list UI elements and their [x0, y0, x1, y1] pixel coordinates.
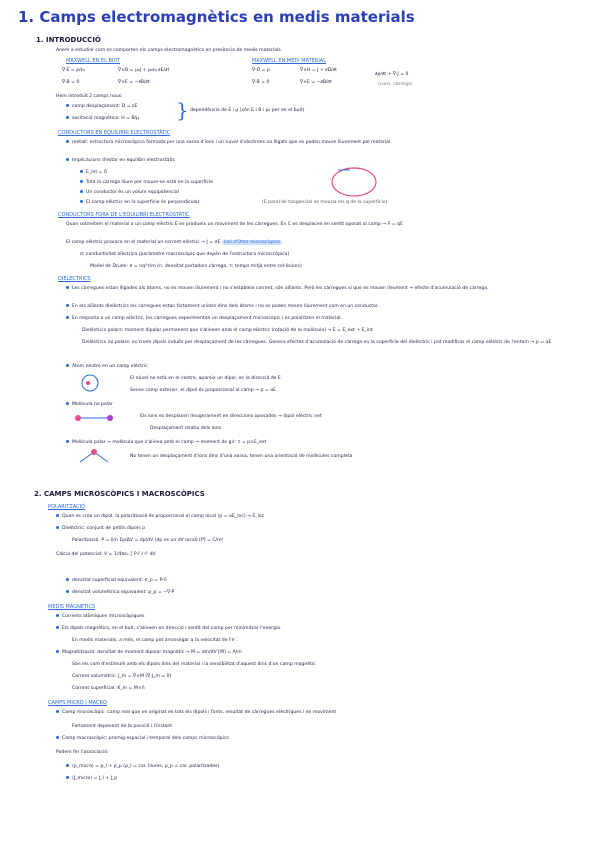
bullet-icon — [66, 402, 69, 405]
bullet-icon — [80, 180, 83, 183]
bullet-icon — [56, 710, 59, 713]
dielec-item: Dielèctrics polars: moment dipolar permanent que s'alineen amb el camp elèctric (rotació de la molècula) → E = E_ext + E_int — [82, 328, 373, 333]
bullet-icon — [56, 626, 59, 629]
mag-heading: MEDIS MAGNÈTICS — [48, 604, 96, 610]
field-item: excitació magnètica: H = B/μ — [66, 116, 139, 122]
bullet-icon — [66, 590, 69, 593]
brace-icon: } — [176, 98, 189, 122]
eq-right-3: ∇·B = 0 — [252, 80, 270, 85]
fields-note: dependència de E i μ (són E i B i μ₀ per en el buit) — [190, 108, 305, 113]
polar-item: Polarització: P = lim Σp/ΔV = dp/dV (dp es un dV local) [P] = C/m² — [72, 538, 224, 543]
ion-right — [107, 415, 113, 421]
nonpolar-molecule-diagram — [70, 410, 130, 426]
intro-heading: 1. INTRODUCCIÓ — [36, 36, 101, 44]
polar-item: densitat superficial equivalent: σ_p = P·n̂ — [66, 578, 167, 584]
bullet-icon — [66, 316, 69, 319]
bullet-icon — [66, 440, 69, 443]
ion-left — [75, 415, 81, 421]
atom-item: Els ions es desplacen lleugerament en direccions oposades → dipol elèctric net — [140, 414, 322, 419]
ohm-text: El camp elèctric provoca en el material un corrent elèctric → J = σE Llei d'Ohm microscòpica — [66, 240, 280, 245]
cond-item: El camp elèctric en la superfície és perpendicular — [80, 200, 199, 206]
bullet-icon — [66, 364, 69, 367]
bullet-icon — [56, 526, 59, 529]
ohm-detail: σ: conductivitat elèctrica (paràmetre macroscòpic que depèn de l'estructura microscòpica) — [80, 252, 290, 257]
bullet-icon — [80, 170, 83, 173]
dielec-item: Dielèctrics no polars: es creen dipols induïts per desplaçament de les càrregues. Genera efectes d'acumulació de càrrega en la superfície del dielèctric i pot modificar el camp elèctric de l'entorn → p = αE — [82, 340, 552, 345]
cond-item: Tota la càrrega lliure per moure-se està en la superfície — [80, 180, 213, 186]
bullet-icon — [66, 776, 69, 779]
mag-item: Magnetització: densitat de moment dipolar magnètic → M = dm/dV [M] = A/m — [56, 650, 242, 656]
dielec-item: En els aïllants dielèctrics les càrregues estan fortament unides dins dels àtoms i no es poden moure lliurement com en un conductor. — [66, 304, 546, 310]
micro-item: Fortament depenent de la posició i l'instant — [72, 724, 173, 729]
eq-continuity: ∂ρ/∂t + ∇·J = 0 — [375, 72, 409, 77]
bullet-icon — [66, 104, 69, 107]
mag-item: Corrent superficial: K_m = M×n̂ — [72, 686, 145, 691]
micro-item: ⟨ρ_micro⟩ = ρ_l + ρ_p (ρ_l = car. lliures, ρ_p = car. polaritzades) — [66, 764, 219, 770]
col-right-heading: MAXWELL EN MEDI MATERIAL — [252, 58, 327, 64]
mag-item: En medis materials, a més, el camp pot arrossegar a la velocitat de l'e⁻. — [72, 638, 239, 643]
dielec-item: Les càrregues estan lligades als àtoms, no es mouen lliurement i no s'estableix corrent, són aïllants. Però les càrregues sí que es mouen lleument → efecte d'acumulació de càrrega. — [66, 286, 546, 292]
polar-molecule-diagram — [74, 448, 114, 468]
polar-item: Càlcul del potencial: V = 1/4πε₀ ∫ P·r̂ / r² dV — [56, 552, 156, 557]
micro-heading: CAMPS MICRO I MACRO — [48, 700, 107, 706]
micro-item: Podem fer l'associació: — [56, 750, 109, 755]
atom-item: Molècula no polar — [66, 402, 113, 408]
conductor-outline — [332, 168, 376, 196]
eq-left-3: ∇·B = 0 — [62, 80, 80, 85]
cond-item: E_int = 0 — [80, 170, 107, 176]
conductor-diagram — [320, 160, 380, 200]
bullet-icon — [66, 140, 69, 143]
ohm-label: Llei d'Ohm microscòpica — [223, 240, 280, 245]
bullet-icon — [66, 116, 69, 119]
atom-item: No tenen un desplaçament d'ions dins d'una xarxa, tenen una orientació de molècules completa — [130, 454, 353, 459]
micro-item: ⟨J_micro⟩ = J_l + J_p — [66, 776, 117, 782]
diel-heading: CONDUCTORS FORA DE L'EQUILIBRI ELECTROSTÀTIC — [58, 212, 190, 218]
drude-model: Model de Drude: σ = nq²τ/m (n: densitat portadors càrrega, τ: temps mitjà entre col·lisions) — [90, 264, 302, 269]
eq-right-2: ∇×H = J + ∂D/∂t — [300, 68, 337, 73]
cond-implications: Implicacions d'estar en equilibri electrostàtic — [66, 158, 175, 164]
bullet-icon — [56, 614, 59, 617]
intro-text: Anem a estudiar com es comporten els camps electromagnètics en presència de medis materials. — [56, 48, 283, 53]
bullet-icon — [66, 764, 69, 767]
bullet-icon — [66, 286, 69, 289]
dielec-item: En resposta a un camp elèctric, les càrregues experimenten un desplaçament microscòpic i es polaritzen el material. — [66, 316, 546, 322]
eq-right-4: ∇×E = −∂B/∂t — [300, 80, 332, 85]
atom-item: Molècula polar → molècula que s'alinea amb el camp → moment de gir: τ = p×E_ext — [66, 440, 266, 446]
atom-diagram — [72, 372, 112, 394]
cond-item: Un conductor és un volum equipotencial — [80, 190, 179, 196]
mag-item: Els dipols magnètics, en el buit, s'alineen en direcció i sentit del camp per minimitzar l'energia. — [56, 626, 282, 632]
eq-continuity-note: (cons. càrrega) — [378, 82, 413, 87]
diel-text: Quan sotmetem el material a un camp elèctric E es produeix un moviment de les càrregues. En C es desplacen en sentit oposat al camp → F = qE — [66, 222, 403, 227]
bullet-icon — [56, 514, 59, 517]
atom-item: El núvol no està en el centre, apareix un dipol, en la direcció de E — [130, 376, 281, 381]
cond-note: (E paral·lel tangencial es mouria les q de la superfície) — [262, 200, 388, 205]
mag-item: Corrents atòmiques microscòpiques — [56, 614, 145, 620]
dielec-heading: DIELÈCTRICS — [58, 276, 91, 282]
field-item: camp desplaçament: D = εE — [66, 104, 137, 110]
polar-item: Dielèctric: conjunt de petits dipols p — [56, 526, 145, 532]
micro-item: Camp microscòpic: camp real que ve originat en tots els dipols i fonts, resultat de càrregues elèctriques i en moviment — [56, 710, 456, 716]
polar-item: Quan es crea un dipol, la polarització és proporcional al camp local (p = αE_loc) → E_loc — [56, 514, 264, 520]
ion-center — [91, 449, 97, 455]
cond-def: metall: estructura microscòpica formada per una xarxa d'ions i un núvol d'electrons no lligats que es poden moure lliurement pel material. — [66, 140, 536, 146]
mag-item: Són els com d'estimulè amb els dipols dins del material i la sensibilitat d'aquest dins d'un camp magnètic — [72, 662, 316, 667]
bullet-icon — [56, 736, 59, 739]
cond-heading: CONDUCTORS EN EQUILIBRI ELECTROSTÀTIC — [58, 130, 171, 136]
section2-title: 2. CAMPS MICROSCÒPICS I MACROSCÒPICS — [34, 490, 205, 498]
bullet-icon — [66, 304, 69, 307]
polar-heading: POLARITZACIÓ — [48, 504, 85, 510]
bullet-icon — [80, 200, 83, 203]
micro-item: Camp macroscòpic: promig espacial i temporal dels camps microscòpics — [56, 736, 229, 742]
fields-intro: Hem introduït 2 camps nous: — [56, 94, 123, 99]
eq-left-1: ∇·E = ρ/ε₀ — [62, 68, 85, 73]
nucleus — [86, 381, 90, 385]
atom-item: Àtom neutre en un camp elèctric — [66, 364, 148, 370]
atom-item: Desplaçament relatiu dels ions — [150, 426, 221, 431]
bullet-icon — [66, 578, 69, 581]
mag-item: Corrent volumètric: J_m = ∇×M (∇·J_m = 0) — [72, 674, 172, 679]
page-title: 1. Camps electromagnètics en medis materials — [18, 8, 415, 26]
eq-right-1: ∇·D = ρ — [252, 68, 270, 73]
bullet-icon — [56, 650, 59, 653]
col-left-heading: MAXWELL EN EL BUIT — [66, 58, 121, 64]
bullet-icon — [80, 190, 83, 193]
eq-left-2: ∇×B = μ₀J + μ₀ε₀ ∂E/∂t — [118, 68, 170, 73]
polar-item: densitat volumètrica equivalent: ρ_p = −∇·P — [66, 590, 174, 596]
atom-item: Sense camp exterior, el dipol és proporcional al camp → p = αE — [130, 388, 277, 393]
bullet-icon — [66, 158, 69, 161]
eq-left-4: ∇×E = −∂B/∂t — [118, 80, 150, 85]
